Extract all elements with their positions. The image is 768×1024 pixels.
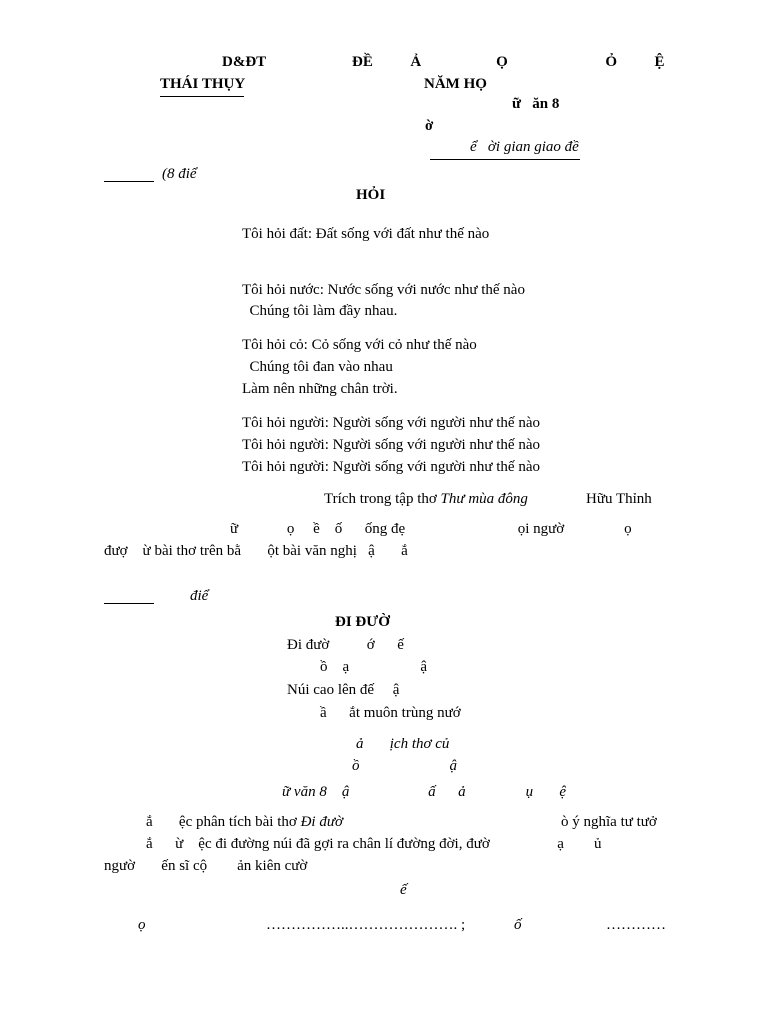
essay-prompt xyxy=(146,815,343,830)
essay-prompt: ắ ừ ệc đi đường núi đã gợi ra chân lí đường đời, đườ ạ ủ xyxy=(146,836,602,852)
translation-credit: ồ ậ xyxy=(352,758,457,774)
poem2-title: ĐI ĐƯỜ xyxy=(335,614,390,630)
question-line: đượ ừ bài thơ trên bằ ột bài văn nghị ậ ắ xyxy=(104,543,408,559)
part1-points: (8 điể xyxy=(162,166,197,182)
poem-title: HỎI xyxy=(356,187,386,203)
school-year: NĂM HỌ xyxy=(424,76,487,92)
poem-line: Làm nên những chân trời. xyxy=(242,381,398,397)
poem-line: Chúng tôi làm đầy nhau. xyxy=(242,303,398,319)
poem2-line: Đi đườ ớ ế xyxy=(287,637,404,653)
question-line: ữ ọ ề ố ống đẹ ọi ngườ ọ xyxy=(230,521,632,537)
duration: ờ xyxy=(425,118,434,134)
poem2-line: Núi cao lên đế ậ xyxy=(287,682,400,698)
time-note: ể ời gian giao đề xyxy=(470,139,579,155)
candidate-name-field: ……………..…………………. ; xyxy=(266,917,466,933)
poem-line: Tôi hỏi người: Người sống với người như thế nào xyxy=(242,459,540,475)
end-mark: ế xyxy=(400,882,407,898)
essay-prompt-end: ò ý nghĩa tư tưở xyxy=(561,814,657,830)
textbook-reference: ữ văn 8 ậ ấ ả ụ ệ xyxy=(282,784,566,800)
poem2-line: ồ ạ ậ xyxy=(320,659,428,675)
poem-line: Tôi hỏi người: Người sống với người như thế nào xyxy=(242,415,540,431)
source-prefix: Trích trong tập thơ xyxy=(324,491,441,507)
poem-line: Tôi hỏi nước: Nước sống với nước như thế nào xyxy=(242,282,525,298)
subject: ữ ăn 8 xyxy=(512,96,560,112)
candidate-number-field: ………… xyxy=(606,917,666,933)
poem-author: Hữu Thỉnh xyxy=(586,491,652,507)
header-rule xyxy=(430,159,580,160)
essay-prefix: ắ ệc phân tích bài thơ xyxy=(146,814,301,830)
candidate-name-label: ọ xyxy=(138,917,146,933)
part2-heading-rule xyxy=(104,603,154,604)
candidate-number-label: ố xyxy=(514,917,522,933)
school-district: THÁI THỤY xyxy=(160,76,246,92)
part2-points: điể xyxy=(190,588,209,604)
poem-source xyxy=(324,492,528,507)
poem-line: Tôi hỏi cỏ: Cỏ sống với cỏ như thế nào xyxy=(242,337,477,353)
school-department: D&ĐT xyxy=(222,54,267,70)
source-title: Thư mùa đông xyxy=(440,491,528,507)
poem-line: Chúng tôi đan vào nhau xyxy=(242,359,393,375)
essay-prompt: ngườ ến sĩ cộ ản kiên cườ xyxy=(104,858,308,874)
exam-title: ĐỀ Ả Ọ Ỏ Ệ xyxy=(352,54,665,70)
part1-heading-rule xyxy=(104,181,154,182)
translation-credit: ả ịch thơ củ xyxy=(356,736,450,752)
poem-line: Tôi hỏi đất: Đất sống với đất như thế nào xyxy=(242,226,490,242)
district-underline xyxy=(160,96,244,97)
poem-line: Tôi hỏi người: Người sống với người như thế nào xyxy=(242,437,540,453)
essay-poem-title: Đi đườ xyxy=(300,814,343,830)
poem2-line: ầ ắt muôn trùng nướ xyxy=(320,705,461,721)
